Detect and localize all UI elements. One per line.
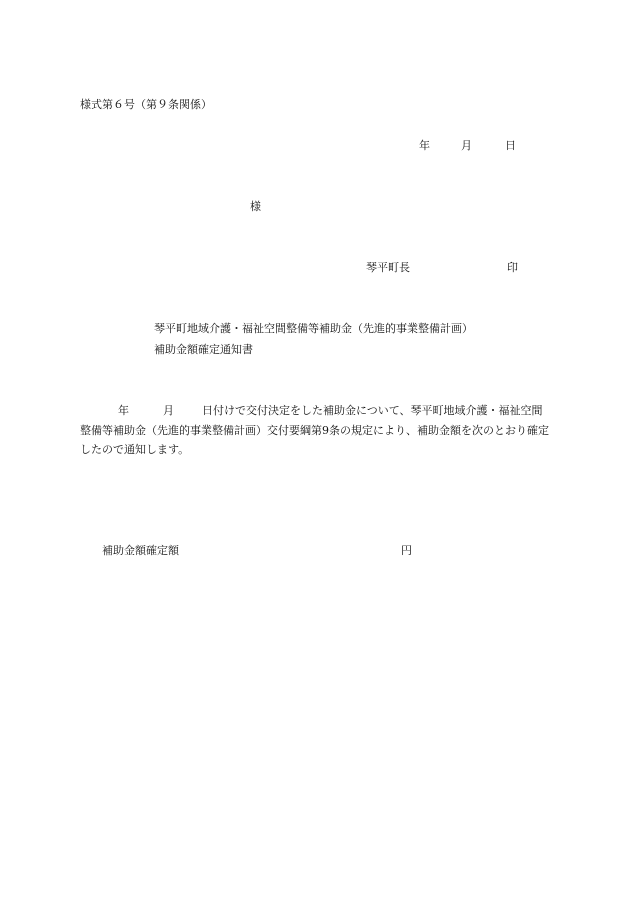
amount-label: 補助金額確定額	[102, 544, 179, 557]
document-title-line1: 琴平町地域介護・福祉空間整備等補助金（先進的事業整備計画）	[154, 322, 473, 335]
amount-unit: 円	[401, 544, 412, 557]
document-title-line2: 補助金額確定通知書	[154, 343, 253, 356]
date-day: 日	[505, 139, 516, 152]
body-year: 年	[118, 404, 129, 417]
form-number: 様式第６号（第９条関係）	[80, 98, 212, 111]
addressee-honorific: 様	[250, 200, 261, 213]
body-line-1	[80, 401, 550, 421]
body-line-1-text: 日付けで交付決定をした補助金について、琴平町地域介護・福祉空間	[202, 404, 543, 417]
issuer-seal: 印	[507, 261, 518, 274]
date-month: 月	[461, 139, 472, 152]
body-line-2: 整備等補助金（先進的事業整備計画）交付要綱第9条の規定により、補助金額を次のとおり確定	[80, 423, 549, 437]
date-year: 年	[419, 139, 430, 152]
issuer-name: 琴平町長	[366, 261, 410, 274]
body-line-3: したので通知します。	[80, 443, 190, 456]
body-month: 月	[163, 404, 174, 417]
body-paragraph	[80, 401, 550, 460]
